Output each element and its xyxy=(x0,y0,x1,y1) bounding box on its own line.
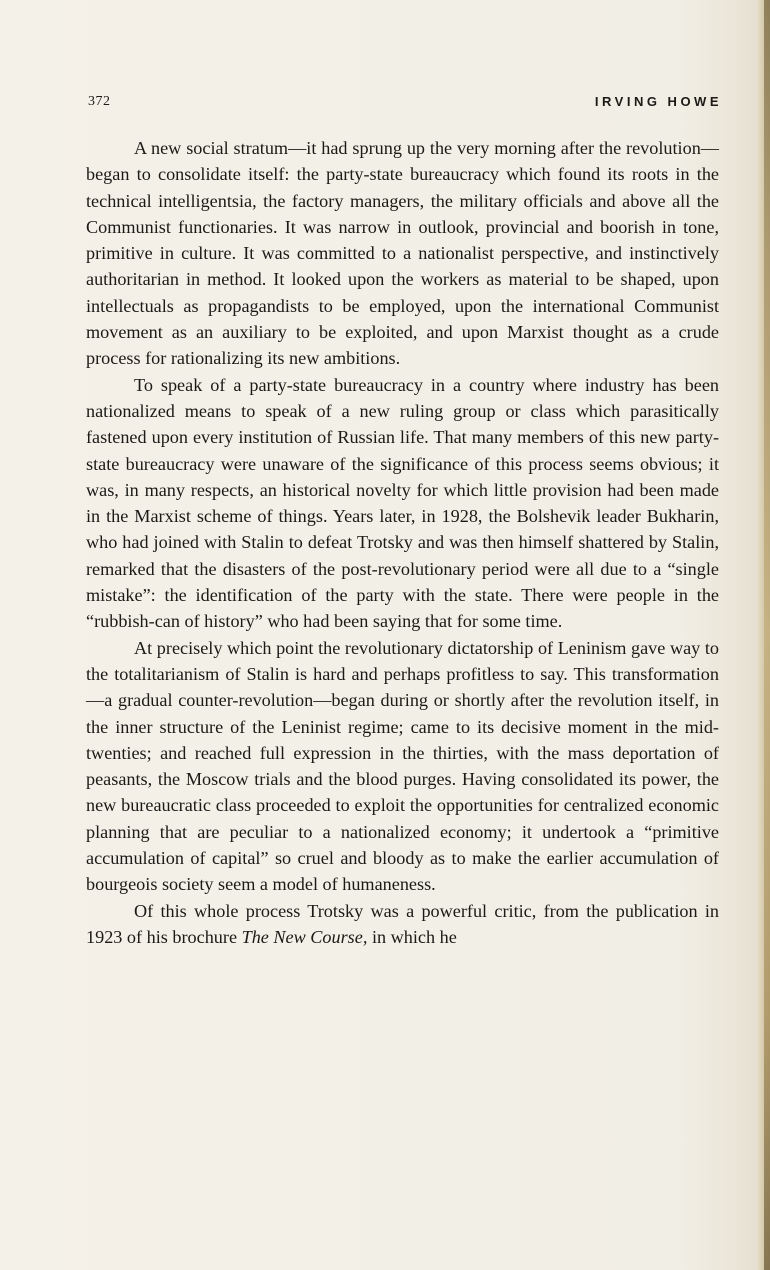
page-header xyxy=(88,94,722,114)
page-binding-edge xyxy=(764,0,770,1270)
paragraph-1: A new social stratum—it had sprung up the very morning after the revolution—began to consolidate itself: the party-state bureaucracy which found its roots in the technical intelligentsia, the factory managers, the military officials and above all the Communist functionaries. It was narrow in outlook, provincial and boorish in tone, primitive in culture. It was committed to a nationalist perspective, and instinctively authoritarian in method. It looked upon the workers as material to be shaped, upon intellectuals as propagandists to be employed, upon the international Communist movement as an auxiliary to be exploited, and upon Marxist thought as a crude process for rationalizing its new ambitions. xyxy=(86,138,719,369)
page-number: 372 xyxy=(88,94,111,109)
paragraph-4 xyxy=(86,898,719,951)
paragraph-3: At precisely which point the revolutionary dictatorship of Leninism gave way to the totalitarianism of Stalin is hard and perhaps profitless to say. This transformation—a gradual counter-revolution—began during or shortly after the revolution itself, in the inner structure of the Leninist regime; came to its decisive moment in the mid-twenties; and reached full expression in the thirties, with the mass deportation of peasants, the Moscow trials and the blood purges. Having consolidated its power, the new bureaucratic class proceeded to exploit the opportunities for centralized economic planning that are peculiar to a nationalized economy; it undertook a “primitive accumulation of capital” so cruel and bloody as to make the earlier accumulation of bourgeois society seem a model of humaneness. xyxy=(86,637,719,895)
paragraph-4-text-after: in which he xyxy=(367,926,457,947)
body-text xyxy=(86,135,719,950)
book-title-reference: The New Course, xyxy=(241,926,368,947)
running-head-author: IRVING HOWE xyxy=(594,94,722,109)
paragraph-4-text-before: Of this whole process Trotsky was a powerful critic, from the publication in 1923 of his brochure xyxy=(86,900,719,947)
paragraph-2: To speak of a party-state bureaucracy in a country where industry has been nationalized means to speak of a new ruling group or class which parasitically fastened upon every institution of Russian life. That many members of this new party-state bureaucracy were unaware of the significance of this process seems obvious; it was, in many respects, an historical novelty for which little provision had been made in the Marxist scheme of things. Years later, in 1928, the Bolshevik leader Bukharin, who had joined with Stalin to defeat Trotsky and was then himself shattered by Stalin, remarked that the disasters of the post-revolutionary period were all due to a “single mistake”: the identification of the party with the state. There were people in the “rubbish-can of history” who had been saying that for some time. xyxy=(86,374,719,632)
